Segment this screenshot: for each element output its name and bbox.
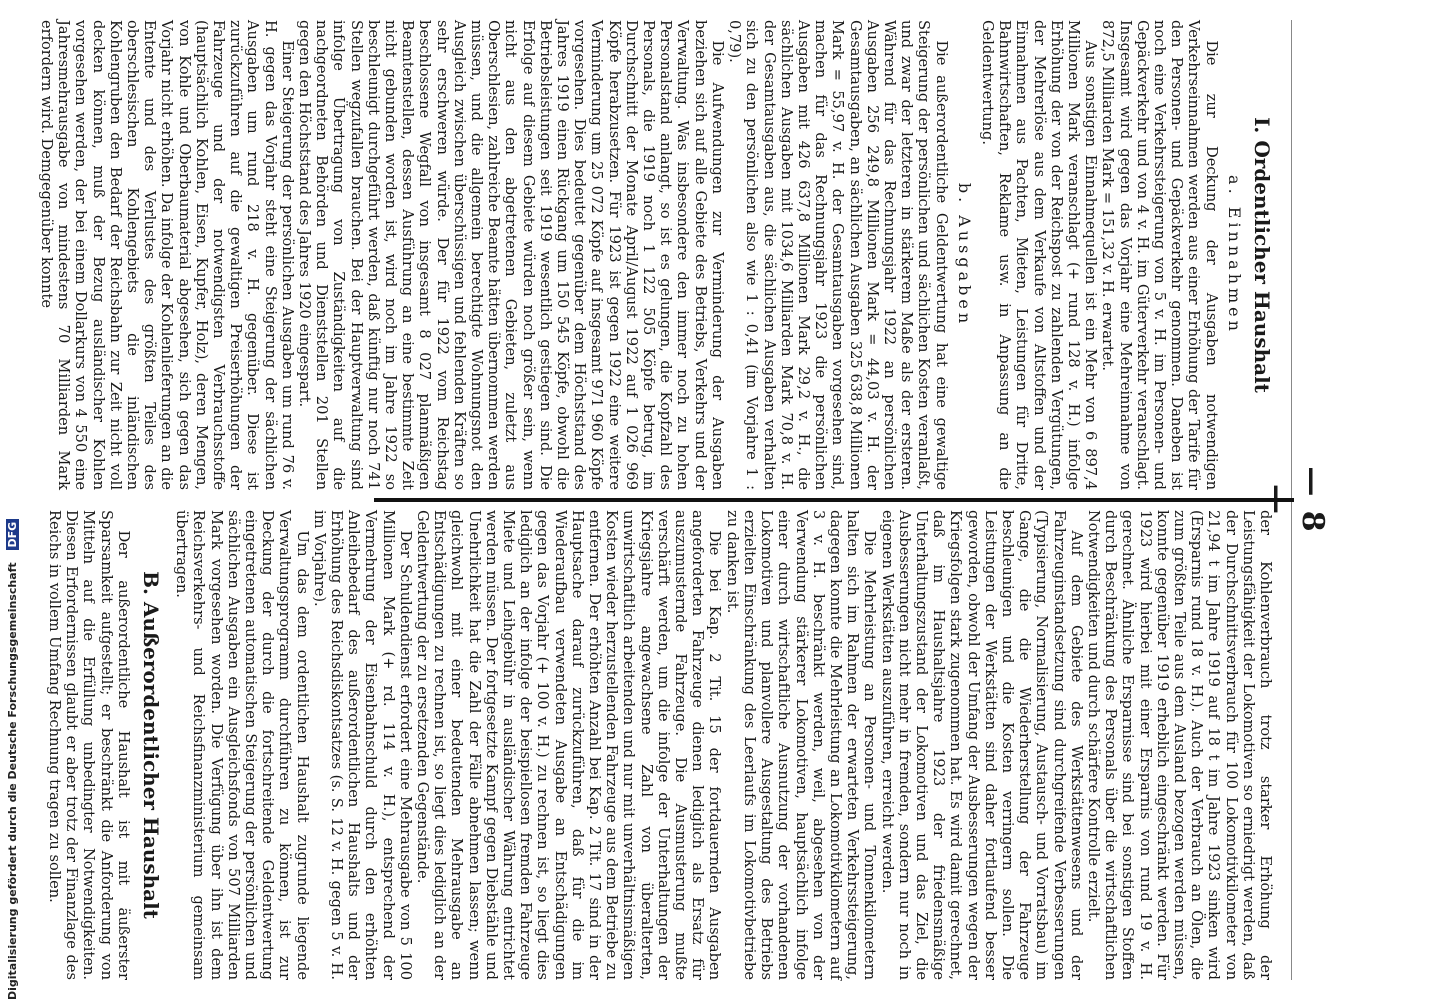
column-divider: [374, 498, 1294, 502]
paragraph: Der Schuldendienst erfordert eine Mehrausgabe von 5 100 Millionen Mark (+ rd. 114 v. H.), entsprechend der Vermehrung der Eisenbahnschuld durch den erhöhten Anleihebedarf des außerordentlichen Haushalts und der Erhöhung des Reichsdiskontsatzes (s. S. 12 v. H. gegen 5 v. H. im Vorjahre).: [310, 510, 414, 980]
paragraph: der Kohlenverbrauch trotz starker Erhöhung der Leistungsfähigkeit der Lokomotiven so erniedrigt werden, daß der Durchschnittsverbrauch für 100 Lokomotivkilometer von 21,94 t im Jahre 1919 auf 18 t im Jahre 1923 sinken wird (Ersparnis rund 18 v. H.). Auch der Verbrauch an Ölen, die zum größten Teile aus dem Ausland bezogen werden müssen, konnte gegenüber 1919 erheblich eingeschränkt werden. Für 1923 wird hierbei mit einer Ersparnis von rund 19 v. H. gerechnet. Ähnliche Ersparnisse sind bei sonstigen Stoffen durch Beschränkung des Personals über die wirtschaftlichen Notwendigkeiten und durch schärfere Kontrolle erzielt.: [1084, 510, 1274, 980]
subheading-expenses: b. Ausgaben: [954, 182, 974, 328]
paragraph: Die außerordentliche Geldentwertung hat eine gewaltige Steigerung der persönlichen und sächlichen Kosten veranlaßt, und zwar der letzteren in stärkerem Maße als der ersteren. Während für das Rechnungsjahr 1922 an persönlichen Ausgaben 256 249,8 Millionen Mark = 44,03 v. H. der Gesamtausgaben, an sächlichen Ausgaben 325 638,8 Millionen Mark = 55,97 v. H. der Gesamtausgaben vorgesehen sind, machen für das Rechnungsjahr 1923 die persönlichen Ausgaben mit 426 637,8 Millionen Mark 29,2 v. H., die sächlichen Ausgaben mit 1034,6 Milliarden Mark 70,8 v. H. der Gesamtausgaben aus, die sächlichen Ausgaben verhalten sich zu den persönlichen also wie 1 : 0,41 (im Vorjahre 1 : 0,79).: [726, 20, 950, 490]
paragraph: Die Aufwendungen zur Verminderung der Ausgaben beziehen sich auf alle Gebiete des Betriebs, Verkehrs und der Verwaltung. Was insbesondere den immer noch zu hohen Personalstand anlangt, so ist es gelungen, die Kopfzahl des Personals, die 1919 noch 1 122 505 Köpfe betrug, im Durchschnitt der Monate April/August 1922 auf 1 026 969 Köpfe herabzusetzen. Für 1923 ist gegen 1922 eine weitere Verminderung um 25 072 Köpfe auf insgesamt 971 960 Köpfe vorgesehen. Dies bedeutet gegenüber dem Höchststand des Jahres 1919 einen Rückgang um 150 545 Köpfe, obwohl die Betriebsleistungen seit 1919 wesentlich gestiegen sind. Die Erfolge auf diesem Gebiete würden noch größer sein, wenn nicht aus den abgetretenen Gebieten, zuletzt aus Oberschlesien, zahlreiche Beamte hätten übernommen werden müssen, und die allgemein berechtigte Wohnungsnot den Ausgleich zwischen überschüssigen und fehlenden Kräften so sehr erschweren würde. Der für 1922 vom Reichstag beschlossene Wegfall von insgesamt 8 027 planmäßigen Beamtenstellen, dessen Ausführung an eine bestimmte Zeit nicht gebunden worden ist, wird noch im Jahre 1922 so beschleunigt durchgeführt werden, daß künftig nur noch 741 Stellen wegzufallen brauchen. Bei der Hauptverwaltung sind infolge Übertragung von Zuständigkeiten auf die nachgeordneten Behörden und Dienststellen 201 Stellen gegen den Höchststand des Jahres 1920 eingespart.: [296, 20, 726, 490]
paragraph: Die Mehrleistung an Personen- und Tonnenkilometern halten sich im Rahmen der erwarteten Verkehrssteigerung, dagegen konnte die Mehrleistung an Lokomotivkilometern auf 3 v. H. beschränkt werden, weil, abgesehen von der Verwendung stärkerer Lokomotiven, hauptsächlich infolge einer durch wirtschaftliche Ausnutzung der vorhandenen Lokomotiven und planvollere Ausgestaltung des Betriebs erzielten Einschränkung des Leerlaufs im Lokomotivbetriebe zu danken ist.: [723, 510, 879, 980]
paragraph: Einer Steigerung der persönlichen Ausgaben um rund 76 v. H. gegen das Vorjahr steht eine Steigerung der sächlichen Ausgaben um rund 218 v. H. gegenüber. Diese ist zurückzuführen auf die gewaltigen Preiserhöhungen der Fahrzeuge und der notwendigsten Verbrauchsstoffe (hauptsächlich Kohlen, Eisen, Kupfer, Holz), deren Mengen, von Kohle und Oberbaumaterial abgesehen, sich gegen das Vorjahr nicht erhöhen. Da infolge der Kohlenlieferungen an die Entente und des Verlustes des größten Teiles des oberschlesischen Kohlengebiets die inländischen Kohlengruben den Bedarf der Reichsbahn zur Zeit nicht voll decken können, muß der Bezug ausländischer Kohlen vorgesehen werden, der bei einem Dollarkurs von 4 550 eine Jahresmehrausgabe von mindestens 70 Milliarden Mark erfordern wird. Demgegenüber konnte: [37, 20, 296, 490]
spacer: [163, 510, 173, 980]
paragraph: Aus sonstigen Einnahmequellen ist ein Mehr von 6 897,4 Millionen Mark veranschlagt (+ rund 128 v. H.) infolge Erhöhung der von der Reichspost zu zahlenden Vergütungen, der Mehrerlöse aus dem Verkaufe von Altstoffen und der Einnahmen aus Pachten, Mieten, Leistungen für Dritte, Bahnwirtschaften, Reklame usw. in Anpassung an die Geldentwertung.: [978, 20, 1100, 490]
left-column: [37, 20, 1274, 490]
section-title-ordinary-budget: I. Ordentlicher Haushalt: [1250, 117, 1274, 393]
subheading-income: a. Einnahmen: [1224, 175, 1244, 335]
page-number: — 8 —: [1260, 466, 1330, 534]
section-title-extraordinary-budget: B. Außerordentlicher Haushalt: [139, 571, 163, 919]
credit-text: Digitalisierung gefördert durch die Deutsche Forschungsgemeinschaft: [6, 562, 19, 1000]
right-column: [45, 510, 1274, 980]
paragraph: Die zur Deckung der Ausgaben notwendigen Verkehrseinnahmen werden aus einer Erhöhung der Tarife für den Personen- und Gepäckverkehr genommen. Daneben ist noch eine Verkehrssteigerung von 5 v. H. im Personen- und Gepäckverkehr und von 4 v. H. im Güterverkehr veranschlagt. Insgesamt wird gegen das Vorjahr eine Mehreinnahme von 872,5 Milliarden Mark = 151,32 v. H. erwartet.: [1099, 20, 1220, 490]
document-page: [37, 20, 1334, 980]
paragraph: Die bei Kap. 2 Tit. 15 der fortdauernden Ausgaben angeforderten Fahrzeuge dienen lediglich als Ersatz für auszumusternde Fahrzeuge. Die Ausmusterung mußte verschärft werden, um die infolge der Unterhaltungen der Kriegsjahre angewachsene Zahl von überalterten, unwirtschaftlich arbeitenden und nur mit unverhältnismäßigen Kosten wieder herzustellenden Fahrzeuge aus dem Betriebe zu entfernen. Der erhöhten Anzahl bei Kap. 2 Tit. 17 sind in der Hauptsache darauf zurückzuführen, daß für die im Wiederaufbau verwendeten Ausgabe an Entschädigungen gegen das Vorjahr (+ 100 v. H.) zu rechnen ist, so liegt dies lediglich an der infolge der beispiellosen fremden Fahrzeuge Miete und Leihgebühr in ausländischer Währung entrichtet werden müssen. Der fortgesetzte Kampf gegen Diebstähle und Unehrlichkeit hat die Zahl der Fälle abnehmen lassen; wenn gleichwohl mit einer bedeutenden Mehrausgabe an Entschädigungen zu rechnen ist, so liegt dies lediglich an der Geldentwertung der zu ersetzenden Gegenstände.: [414, 510, 724, 980]
digitization-credit: [6, 40, 24, 1000]
dfg-logo: DFG: [6, 519, 19, 551]
paragraph: Um das dem ordentlichen Haushalt zugrunde liegende Verwaltungsprogramm durchführen zu können, ist zur Deckung der durch die fortschreitende Geldentwertung eingetretenen automatischen Steigerung der persönlichen und sächlichen Ausgaben ein Ausgleichsfonds von 507 Milliarden Mark vorgesehen worden. Die Verfügung über ihn ist dem Reichsverkehrs- und Reichsfinanzministerium gemeinsam übertragen.: [173, 510, 311, 980]
paragraph: Auf dem Gebiete des Werkstättenwesens und der Fahrzeuginstandsetzung sind durchgreifende Verbesserungen (Typisierung, Normalisierung, Austausch- und Vorratsbau) im Gange, die die Wiederherstellung der Fahrzeuge beschleunigen und die Kosten verringern sollen. Die Leistungen der Werkstätten sind daher fortlaufend besser geworden, obwohl der Umfang der Ausbesserungen wegen der Kriegsfolgen stark zugenommen hat. Es wird damit gerechnet, daß im Haushaltsjahre 1923 der friedensmäßige Unterhaltungszustand der Lokomotiven und das Ziel, die Ausbesserungen nicht mehr in fremden, sondern nur noch in eigenen Werkstätten auszuführen, erreicht werden.: [878, 510, 1085, 980]
paragraph: Der außerordentliche Haushalt ist mit äußerster Sparsamkeit aufgestellt; er beschränkt die Anforderung von Mitteln auf die Erfüllung unbedingter Notwendigkeiten. Diesen Erfordernissen glaubt er aber trotz der Finanzlage des Reichs in vollem Umfang Rechnung tragen zu sollen.: [45, 510, 132, 980]
